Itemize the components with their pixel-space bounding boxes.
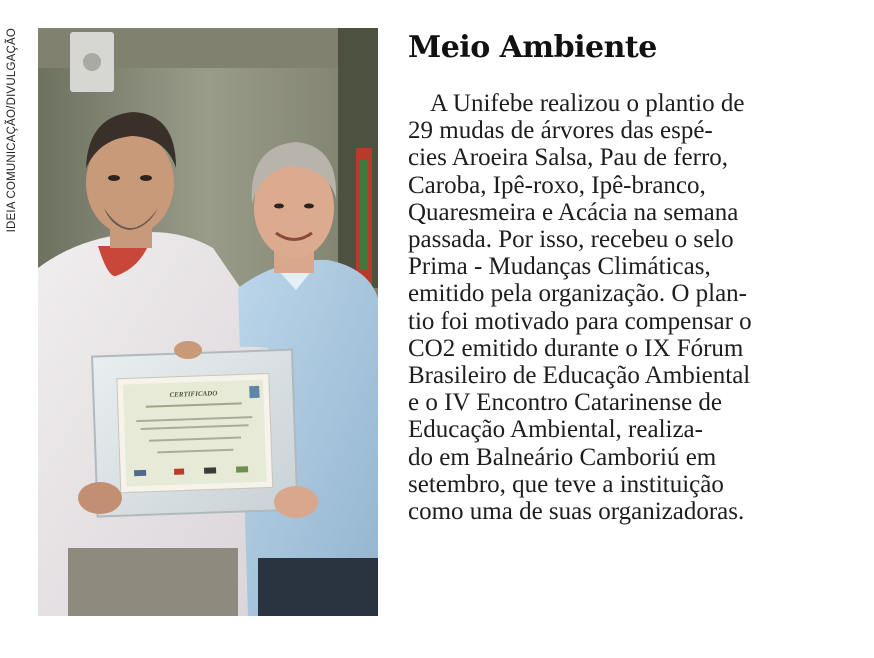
body-line: do em Balneário Camboriú em xyxy=(408,443,717,471)
body-line: Educação Ambiental, realiza- xyxy=(408,416,703,444)
body-line: tio foi motivado para compensar o xyxy=(408,307,752,335)
body-line: Quaresmeira e Acácia na semana xyxy=(408,198,739,226)
body-line: 29 mudas de árvores das espé- xyxy=(408,117,713,145)
photo-illustration xyxy=(38,28,378,616)
body-line: setembro, que teve a instituição xyxy=(408,470,724,498)
article-headline: Meio Ambiente xyxy=(408,30,657,65)
article-body xyxy=(408,90,863,525)
body-line: emitido pela organização. O plan- xyxy=(408,280,747,308)
photo-credit xyxy=(3,28,23,278)
body-line: Prima - Mudanças Climáticas, xyxy=(408,253,711,281)
body-line: CO2 emitido durante o IX Fórum xyxy=(408,334,744,362)
body-line: A Unifebe realizou o plantio de xyxy=(430,90,745,117)
body-line: passada. Por isso, recebeu o selo xyxy=(408,226,734,254)
certificate-title: CERTIFICADO xyxy=(169,389,218,399)
body-line: como uma de suas organizadoras. xyxy=(408,498,745,526)
news-photo xyxy=(38,28,378,616)
body-line: cies Aroeira Salsa, Pau de ferro, xyxy=(408,144,729,172)
body-line: Brasileiro de Educação Ambiental xyxy=(408,362,751,390)
body-line: Caroba, Ipê-roxo, Ipê-branco, xyxy=(408,171,706,199)
body-line: e o IV Encontro Catarinense de xyxy=(408,389,723,417)
photo-credit-text: IDEIA COMUNICAÇÃO/DIVULGAÇÃO xyxy=(6,28,18,233)
